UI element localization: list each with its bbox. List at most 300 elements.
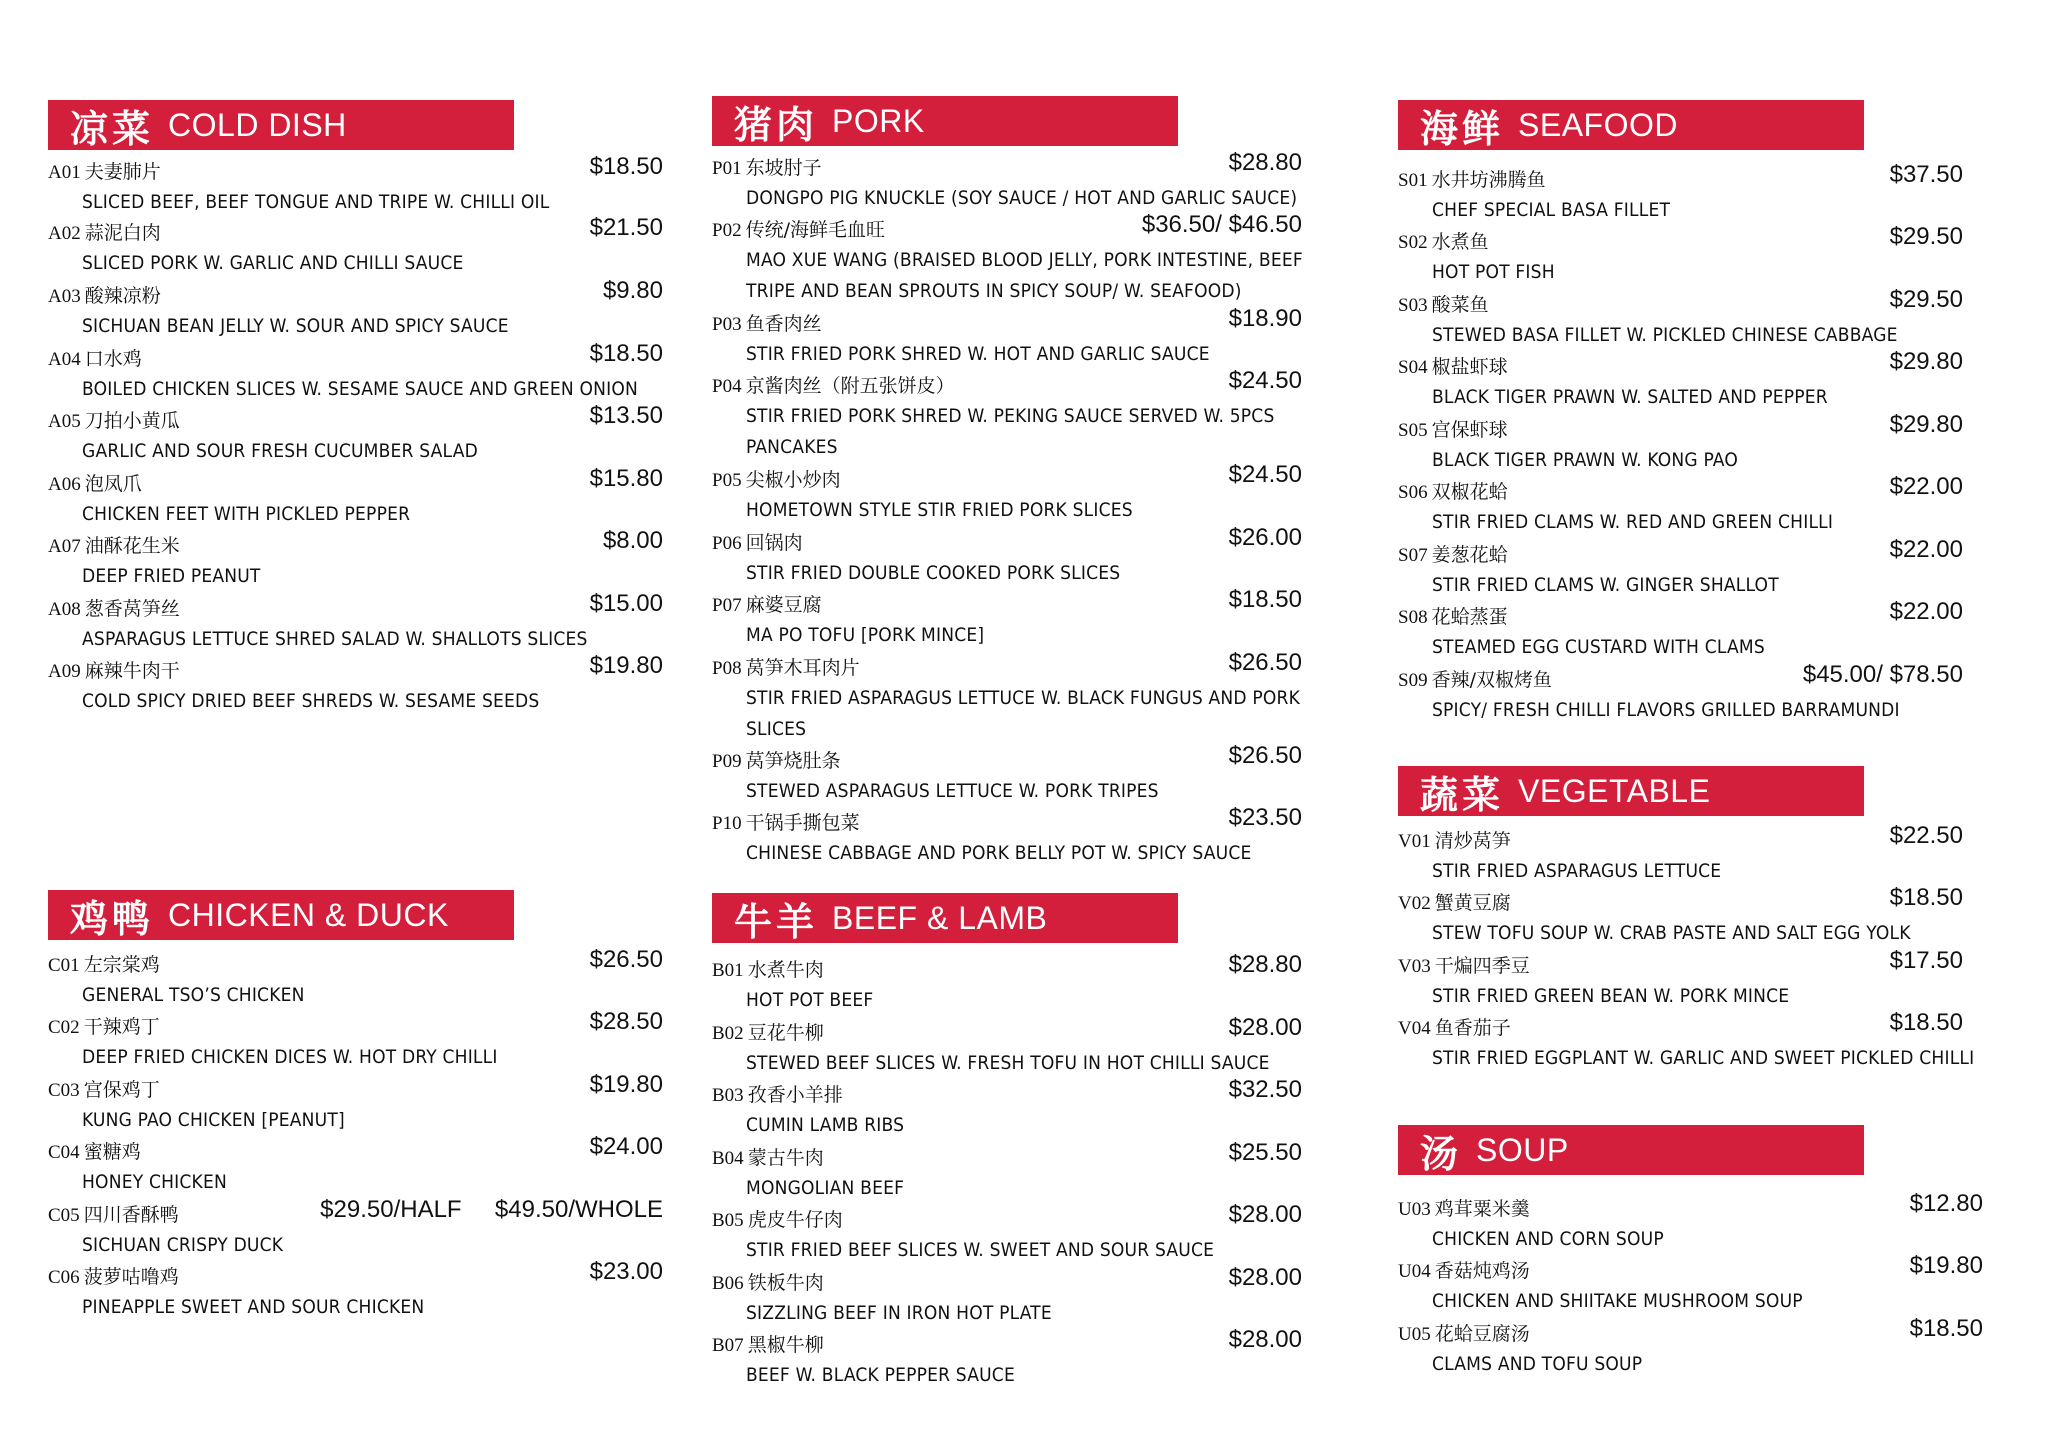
item-price: $45.00/ $78.50: [1802, 661, 1963, 688]
item-description: STIR FRIED CLAMS W. RED AND GREEN CHILLI: [1432, 511, 1834, 533]
item-price: $15.80: [589, 465, 663, 492]
item-description: PINEAPPLE SWEET AND SOUR CHICKEN: [82, 1296, 425, 1318]
item-price: $28.80: [1228, 149, 1302, 176]
item-chinese-name: 清炒莴笋: [1434, 830, 1511, 852]
item-description: STIR FRIED PORK SHRED W. PEKING SAUCE SERVED W. 5PCS PANCAKES: [746, 405, 1275, 458]
menu-item: [712, 461, 1342, 526]
item-code: P04: [712, 376, 742, 397]
item-price: $36.50/ $46.50: [1141, 211, 1302, 238]
item-code: A08: [48, 599, 81, 620]
item-code: U05: [1398, 1324, 1431, 1345]
item-code: P02: [712, 220, 742, 241]
menu-item: [48, 1071, 663, 1136]
section-title-chinese: 鸡鸭: [70, 895, 155, 941]
menu-item: [48, 590, 663, 655]
item-code: S06: [1398, 482, 1428, 503]
item-description: SLICED BEEF, BEEF TONGUE AND TRIPE W. CHILLI OIL: [82, 191, 550, 213]
menu-item: [48, 652, 663, 717]
item-chinese-name: 酸辣凉粉: [84, 285, 161, 307]
item-price: $37.50: [1889, 161, 1963, 188]
item-chinese-name: 姜葱花蛤: [1431, 544, 1508, 566]
item-description: STEAMED EGG CUSTARD WITH CLAMS: [1432, 636, 1765, 658]
item-price: $8.00: [602, 527, 663, 554]
section-title-english: SOUP: [1476, 1131, 1569, 1168]
menu-item-header: [712, 649, 1342, 683]
menu-item: [712, 951, 1342, 1016]
item-description: STIR FRIED EGGPLANT W. GARLIC AND SWEET PICKLED CHILLI: [1432, 1047, 1975, 1069]
menu-item-header: [48, 1133, 663, 1167]
item-chinese-name: 干锅手撕包菜: [745, 812, 860, 834]
menu-item: [712, 305, 1342, 370]
menu-item: [712, 211, 1342, 307]
item-description: STIR FRIED ASPARAGUS LETTUCE W. BLACK FUNGUS AND PORK SLICES: [746, 687, 1301, 740]
item-chinese-name: 京酱肉丝（附五张饼皮）: [745, 375, 955, 397]
item-description: STIR FRIED CLAMS W. GINGER SHALLOT: [1432, 574, 1779, 596]
item-chinese-name: 口水鸡: [84, 348, 142, 370]
item-description: GARLIC AND SOUR FRESH CUCUMBER SALAD: [82, 440, 478, 462]
menu-item: [48, 465, 663, 530]
item-chinese-name: 鱼香肉丝: [745, 313, 822, 335]
section-title-english: SEAFOOD: [1518, 106, 1678, 143]
menu-item-header: [1398, 1315, 2018, 1349]
item-chinese-name: 油酥花生米: [84, 535, 180, 557]
item-code: P09: [712, 751, 742, 772]
item-code: P07: [712, 595, 742, 616]
menu-item-header: [48, 1258, 663, 1292]
item-code: S04: [1398, 357, 1428, 378]
item-price: $28.50: [589, 1008, 663, 1035]
item-price: $18.50: [1889, 1009, 1963, 1036]
item-price: $19.80: [1909, 1252, 1983, 1279]
item-description: HONEY CHICKEN: [82, 1171, 227, 1193]
item-price: $22.00: [1889, 598, 1963, 625]
item-code: V01: [1398, 831, 1431, 852]
menu-item-header: [1398, 598, 2018, 632]
section-title-chinese: 汤: [1420, 1130, 1463, 1176]
item-code: A04: [48, 349, 81, 370]
menu-item: [48, 1008, 663, 1073]
section-title-chinese: 海鲜: [1420, 105, 1505, 151]
item-chinese-name: 虎皮牛仔肉: [747, 1209, 843, 1231]
item-code: A06: [48, 474, 81, 495]
item-code: B03: [712, 1085, 744, 1106]
item-description: STIR FRIED PORK SHRED W. HOT AND GARLIC SAUCE: [746, 343, 1210, 365]
item-code: B02: [712, 1023, 744, 1044]
section-header: [1398, 1125, 1864, 1175]
menu-item-header: [712, 149, 1342, 183]
item-description: BOILED CHICKEN SLICES W. SESAME SAUCE AND GREEN ONION: [82, 378, 639, 400]
item-description: MONGOLIAN BEEF: [746, 1177, 905, 1199]
section-title-english: CHICKEN & DUCK: [168, 896, 449, 933]
menu-item-header: [1398, 822, 2018, 856]
item-code: U03: [1398, 1199, 1431, 1220]
item-price: $13.50: [589, 402, 663, 429]
item-price: $26.50: [1228, 649, 1302, 676]
menu-item: [48, 1133, 663, 1198]
menu-item: [712, 1326, 1342, 1391]
item-description: SIZZLING BEEF IN IRON HOT PLATE: [746, 1302, 1052, 1324]
menu-item: [48, 153, 663, 218]
menu-item: [1398, 348, 2018, 413]
item-price: $29.50/HALF $49.50/WHOLE: [320, 1196, 663, 1223]
item-chinese-name: 尖椒小炒肉: [745, 469, 841, 491]
item-chinese-name: 香辣/双椒烤鱼: [1431, 669, 1552, 691]
menu-item-header: [48, 465, 663, 499]
item-description: COLD SPICY DRIED BEEF SHREDS W. SESAME SEEDS: [82, 690, 540, 712]
item-chinese-name: 菠萝咕噜鸡: [83, 1266, 179, 1288]
item-chinese-name: 莴笋木耳肉片: [745, 657, 860, 679]
item-price: $17.50: [1889, 947, 1963, 974]
item-price: $18.50: [1228, 586, 1302, 613]
item-price: $18.50: [1889, 884, 1963, 911]
item-description: HOT POT FISH: [1432, 261, 1555, 283]
item-price: $29.80: [1889, 411, 1963, 438]
item-description: STEWED BEEF SLICES W. FRESH TOFU IN HOT CHILLI SAUCE: [746, 1052, 1270, 1074]
menu-item-header: [48, 153, 663, 187]
menu-item-header: [712, 742, 1342, 776]
item-code: B07: [712, 1335, 744, 1356]
menu-item-header: [48, 946, 663, 980]
menu-item: [48, 527, 663, 592]
item-description: HOT POT BEEF: [746, 989, 874, 1011]
item-code: S08: [1398, 607, 1428, 628]
item-code: B04: [712, 1148, 744, 1169]
item-description: STIR FRIED DOUBLE COOKED PORK SLICES: [746, 562, 1121, 584]
section-header: [1398, 766, 1864, 816]
item-chinese-name: 香菇炖鸡汤: [1434, 1260, 1530, 1282]
item-chinese-name: 酸菜鱼: [1431, 294, 1489, 316]
item-price: $18.50: [589, 153, 663, 180]
menu-item-header: [1398, 947, 2018, 981]
menu-item-header: [48, 590, 663, 624]
item-description: STEWED BASA FILLET W. PICKLED CHINESE CABBAGE: [1432, 324, 1898, 346]
menu-item-header: [712, 211, 1342, 245]
menu-item-header: [712, 305, 1342, 339]
item-description: SICHUAN CRISPY DUCK: [82, 1234, 284, 1256]
item-code: B05: [712, 1210, 744, 1231]
item-price: $29.50: [1889, 286, 1963, 313]
menu-item: [712, 367, 1342, 463]
menu-item-header: [48, 652, 663, 686]
item-description: CHICKEN AND SHIITAKE MUSHROOM SOUP: [1432, 1290, 1803, 1312]
menu-item-header: [1398, 536, 2018, 570]
item-code: V04: [1398, 1018, 1431, 1039]
item-code: P01: [712, 158, 742, 179]
item-code: B06: [712, 1273, 744, 1294]
item-description: DONGPO PIG KNUCKLE (SOY SAUCE / HOT AND GARLIC SAUCE): [746, 187, 1298, 209]
menu-item: [1398, 223, 2018, 288]
item-price: $22.00: [1889, 473, 1963, 500]
menu-item-header: [712, 1014, 1342, 1048]
menu-item-header: [712, 367, 1342, 401]
item-code: C02: [48, 1017, 80, 1038]
item-price: $24.00: [589, 1133, 663, 1160]
item-price: $26.50: [1228, 742, 1302, 769]
section-header: [48, 100, 514, 150]
item-code: U04: [1398, 1261, 1431, 1282]
menu-item-header: [1398, 1190, 2018, 1224]
menu-item: [1398, 884, 2018, 949]
menu-item: [1398, 286, 2018, 351]
menu-item: [1398, 1252, 2018, 1317]
menu-item: [1398, 1190, 2018, 1255]
item-code: P06: [712, 533, 742, 554]
section-header: [712, 96, 1178, 146]
menu-item-header: [712, 951, 1342, 985]
item-description: DEEP FRIED PEANUT: [82, 565, 261, 587]
menu-item: [712, 1139, 1342, 1204]
item-description: SICHUAN BEAN JELLY W. SOUR AND SPICY SAUCE: [82, 315, 509, 337]
item-code: A02: [48, 223, 81, 244]
menu-item-header: [1398, 473, 2018, 507]
item-chinese-name: 回锅肉: [745, 532, 803, 554]
menu-item: [712, 1264, 1342, 1329]
menu-item: [1398, 536, 2018, 601]
item-price: $18.50: [1909, 1315, 1983, 1342]
item-chinese-name: 莴笋烧肚条: [745, 750, 841, 772]
menu-item-header: [712, 1076, 1342, 1110]
item-chinese-name: 双椒花蛤: [1431, 481, 1508, 503]
menu-item: [712, 804, 1342, 869]
menu-item-header: [48, 214, 663, 248]
menu-item: [48, 946, 663, 1011]
item-description: KUNG PAO CHICKEN [PEANUT]: [82, 1109, 345, 1131]
item-price: $22.50: [1889, 822, 1963, 849]
item-chinese-name: 东坡肘子: [745, 157, 822, 179]
item-description: CUMIN LAMB RIBS: [746, 1114, 905, 1136]
item-description: ASPARAGUS LETTUCE SHRED SALAD W. SHALLOTS SLICES: [82, 628, 588, 650]
section-title-english: VEGETABLE: [1518, 772, 1711, 809]
menu-item-header: [712, 1326, 1342, 1360]
menu-item: [1398, 661, 2018, 726]
item-price: $24.50: [1228, 461, 1302, 488]
item-chinese-name: 干煸四季豆: [1434, 955, 1530, 977]
item-code: V02: [1398, 893, 1431, 914]
menu-item: [1398, 947, 2018, 1012]
item-description: STIR FRIED BEEF SLICES W. SWEET AND SOUR SAUCE: [746, 1239, 1215, 1261]
menu-item: [1398, 161, 2018, 226]
item-code: A09: [48, 661, 81, 682]
menu-item: [1398, 822, 2018, 887]
menu-item-header: [712, 586, 1342, 620]
menu-item: [48, 402, 663, 467]
item-price: $12.80: [1909, 1190, 1983, 1217]
item-price: $23.00: [589, 1258, 663, 1285]
item-chinese-name: 左宗棠鸡: [83, 954, 160, 976]
menu-item-header: [1398, 411, 2018, 445]
item-price: $26.00: [1228, 524, 1302, 551]
menu-item-header: [712, 1264, 1342, 1298]
item-code: A03: [48, 286, 81, 307]
item-price: $18.50: [589, 340, 663, 367]
section-title-english: COLD DISH: [168, 106, 347, 143]
item-code: V03: [1398, 956, 1431, 977]
item-code: C05: [48, 1205, 80, 1226]
item-chinese-name: 铁板牛肉: [747, 1272, 824, 1294]
item-description: BLACK TIGER PRAWN W. KONG PAO: [1432, 449, 1738, 471]
item-chinese-name: 鱼香茄子: [1434, 1017, 1511, 1039]
item-description: DEEP FRIED CHICKEN DICES W. HOT DRY CHILLI: [82, 1046, 498, 1068]
item-description: CLAMS AND TOFU SOUP: [1432, 1353, 1643, 1375]
item-price: $23.50: [1228, 804, 1302, 831]
item-price: $9.80: [602, 277, 663, 304]
section-title-english: PORK: [832, 102, 925, 139]
item-code: P05: [712, 470, 742, 491]
menu-item: [1398, 598, 2018, 663]
menu-item-header: [712, 804, 1342, 838]
item-chinese-name: 水煮鱼: [1431, 231, 1489, 253]
menu-item: [712, 149, 1342, 214]
item-code: P08: [712, 658, 742, 679]
item-code: P10: [712, 813, 742, 834]
item-description: BLACK TIGER PRAWN W. SALTED AND PEPPER: [1432, 386, 1828, 408]
menu-item-header: [1398, 348, 2018, 382]
item-description: CHICKEN AND CORN SOUP: [1432, 1228, 1664, 1250]
item-chinese-name: 蟹黄豆腐: [1434, 892, 1511, 914]
item-chinese-name: 麻辣牛肉干: [84, 660, 180, 682]
item-chinese-name: 麻婆豆腐: [745, 594, 822, 616]
menu-item-header: [1398, 661, 2018, 695]
item-code: S03: [1398, 295, 1428, 316]
menu-item-header: [48, 1071, 663, 1105]
menu-item-header: [48, 340, 663, 374]
menu-item-header: [48, 527, 663, 561]
section-title-chinese: 凉菜: [70, 105, 155, 151]
item-code: A05: [48, 411, 81, 432]
item-price: $21.50: [589, 214, 663, 241]
menu-item-header: [48, 277, 663, 311]
menu-item: [712, 649, 1342, 745]
menu-item-header: [1398, 161, 2018, 195]
item-price: $24.50: [1228, 367, 1302, 394]
section-header: [712, 893, 1178, 943]
menu-item: [712, 586, 1342, 651]
menu-item-header: [48, 1008, 663, 1042]
section-title-chinese: 猪肉: [734, 101, 819, 147]
menu-item-header: [48, 1196, 663, 1230]
item-chinese-name: 泡凤爪: [84, 473, 142, 495]
menu-item-header: [1398, 1009, 2018, 1043]
item-chinese-name: 花蛤蒸蛋: [1431, 606, 1508, 628]
menu-item: [48, 340, 663, 405]
item-chinese-name: 孜香小羊排: [747, 1084, 843, 1106]
item-chinese-name: 四川香酥鸭: [83, 1204, 179, 1226]
item-description: MAO XUE WANG (BRAISED BLOOD JELLY, PORK INTESTINE, BEEF TRIPE AND BEAN SPROUTS IN SPICY SOUP/ W. SEAFOOD): [746, 249, 1303, 302]
item-price: $28.00: [1228, 1326, 1302, 1353]
item-price: $29.50: [1889, 223, 1963, 250]
menu-item: [712, 742, 1342, 807]
item-code: S01: [1398, 170, 1428, 191]
item-chinese-name: 椒盐虾球: [1431, 356, 1508, 378]
item-chinese-name: 夫妻肺片: [84, 161, 161, 183]
item-code: S05: [1398, 420, 1428, 441]
item-code: C01: [48, 955, 80, 976]
menu-item: [712, 524, 1342, 589]
item-chinese-name: 宫保虾球: [1431, 419, 1508, 441]
item-code: S09: [1398, 670, 1428, 691]
item-code: S02: [1398, 232, 1428, 253]
item-description: GENERAL TSO’S CHICKEN: [82, 984, 305, 1006]
item-chinese-name: 传统/海鲜毛血旺: [745, 219, 885, 241]
menu-item: [712, 1201, 1342, 1266]
item-description: BEEF W. BLACK PEPPER SAUCE: [746, 1364, 1015, 1386]
item-price: $22.00: [1889, 536, 1963, 563]
item-price: $15.00: [589, 590, 663, 617]
item-chinese-name: 黑椒牛柳: [747, 1334, 824, 1356]
section-title-english: BEEF & LAMB: [832, 899, 1048, 936]
menu-item: [712, 1014, 1342, 1079]
item-code: A01: [48, 162, 81, 183]
menu-item-header: [712, 524, 1342, 558]
item-description: STEW TOFU SOUP W. CRAB PASTE AND SALT EGG YOLK: [1432, 922, 1911, 944]
item-chinese-name: 蒜泥白肉: [84, 222, 161, 244]
item-chinese-name: 葱香莴笋丝: [84, 598, 180, 620]
menu-item: [48, 277, 663, 342]
section-title-chinese: 牛羊: [734, 898, 819, 944]
menu-item: [48, 1258, 663, 1323]
item-code: B01: [712, 960, 744, 981]
section-header: [48, 890, 514, 940]
section-title-chinese: 蔬菜: [1420, 771, 1505, 817]
item-code: C03: [48, 1080, 80, 1101]
item-code: A07: [48, 536, 81, 557]
item-chinese-name: 鸡茸粟米羹: [1434, 1198, 1530, 1220]
item-price: $18.90: [1228, 305, 1302, 332]
item-price: $29.80: [1889, 348, 1963, 375]
item-code: C04: [48, 1142, 80, 1163]
item-price: $28.80: [1228, 951, 1302, 978]
menu-item: [1398, 1315, 2018, 1380]
item-description: STEWED ASPARAGUS LETTUCE W. PORK TRIPES: [746, 780, 1159, 802]
item-price: $26.50: [589, 946, 663, 973]
menu-item-header: [1398, 286, 2018, 320]
item-price: $25.50: [1228, 1139, 1302, 1166]
item-price: $19.80: [589, 652, 663, 679]
menu-item-header: [712, 1201, 1342, 1235]
item-chinese-name: 宫保鸡丁: [83, 1079, 160, 1101]
item-description: SPICY/ FRESH CHILLI FLAVORS GRILLED BARRAMUNDI: [1432, 699, 1900, 721]
menu-item-header: [712, 461, 1342, 495]
item-chinese-name: 豆花牛柳: [747, 1022, 824, 1044]
item-price: $28.00: [1228, 1014, 1302, 1041]
item-description: MA PO TOFU [PORK MINCE]: [746, 624, 985, 646]
item-chinese-name: 干辣鸡丁: [83, 1016, 160, 1038]
item-description: CHICKEN FEET WITH PICKLED PEPPER: [82, 503, 411, 525]
item-chinese-name: 水井坊沸腾鱼: [1431, 169, 1546, 191]
item-code: P03: [712, 314, 742, 335]
item-chinese-name: 水煮牛肉: [747, 959, 824, 981]
item-price: $32.50: [1228, 1076, 1302, 1103]
menu-item: [712, 1076, 1342, 1141]
menu-item: [48, 1196, 663, 1261]
section-header: [1398, 100, 1864, 150]
menu-item-header: [712, 1139, 1342, 1173]
menu-item: [1398, 473, 2018, 538]
item-description: SLICED PORK W. GARLIC AND CHILLI SAUCE: [82, 252, 464, 274]
item-chinese-name: 蜜糖鸡: [83, 1141, 141, 1163]
item-description: STIR FRIED GREEN BEAN W. PORK MINCE: [1432, 985, 1790, 1007]
item-chinese-name: 蒙古牛肉: [747, 1147, 824, 1169]
item-price: $19.80: [589, 1071, 663, 1098]
menu-item: [1398, 1009, 2018, 1074]
item-description: STIR FRIED ASPARAGUS LETTUCE: [1432, 860, 1722, 882]
menu-item-header: [1398, 884, 2018, 918]
menu-item: [1398, 411, 2018, 476]
item-chinese-name: 刀拍小黄瓜: [84, 410, 180, 432]
menu-item-header: [1398, 1252, 2018, 1286]
item-price: $28.00: [1228, 1264, 1302, 1291]
menu-item-header: [48, 402, 663, 436]
